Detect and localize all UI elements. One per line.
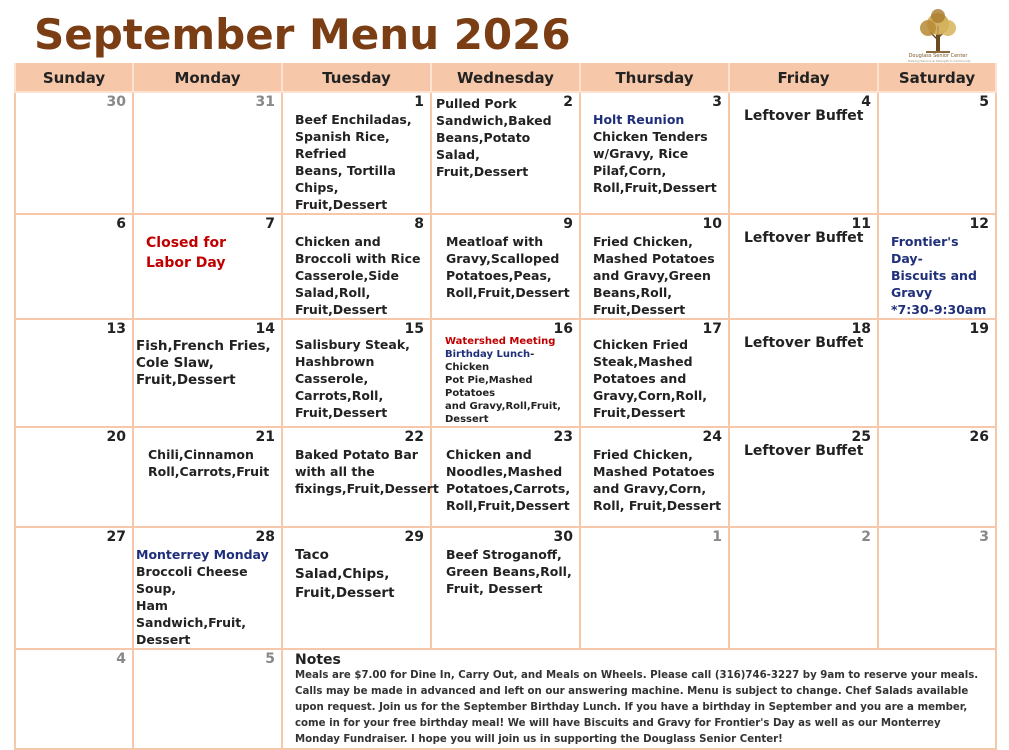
day-cell [431,319,580,427]
day-number: 10 [702,216,722,232]
menu-line: Frontier's Day- [891,234,959,266]
menu-line: Broccoli with Rice [295,251,421,266]
day-cell [580,319,729,427]
day-cell [15,649,133,749]
week-row [15,427,996,527]
menu-item [134,337,281,389]
menu-item [581,232,728,318]
menu-line: Meatloaf with [446,234,544,249]
menu-line: Roll, Fruit,Dessert [593,498,722,513]
day-cell [133,92,282,214]
menu-line: Taco Salad,Chips, [295,547,390,582]
day-number: 2 [861,529,871,545]
day-cell [580,527,729,649]
logo-name: Douglass Senior Center [908,53,968,59]
day-cell [431,92,580,214]
day-cell [15,319,133,427]
menu-line: Fruit,Dessert [593,302,686,317]
menu-line: Baked Potato Bar [295,447,418,462]
menu-line: Casserole,Side [295,268,399,283]
day-cell [133,214,282,319]
day-number: 4 [116,651,126,667]
menu-line: Gravy,Scalloped [446,251,560,266]
menu-line: Fruit,Dessert [295,302,388,317]
menu-line: Sandwich,Baked [436,113,552,128]
day-number: 3 [979,529,989,545]
day-number: 24 [702,429,722,445]
day-number: 14 [255,321,275,337]
week-row [15,214,996,319]
day-cell [580,427,729,527]
menu-line: Chili,Cinnamon [148,447,254,462]
menu-line: Fruit,Dessert [295,405,388,420]
menu-line: Gravy,Corn,Roll, [593,388,708,403]
menu-line: Pulled Pork [436,96,517,111]
day-cell [133,527,282,649]
menu-line: Dessert [136,632,191,647]
menu-item [134,545,281,648]
weekday-header: Friday [729,64,878,93]
menu-item [432,545,579,597]
day-number: 7 [265,216,275,232]
menu-line: Dessert [445,414,489,425]
day-cell [878,214,996,319]
menu-line: and Gravy,Roll,Fruit, [445,401,561,412]
menu-line: fixings,Fruit,Dessert [295,481,439,496]
calendar-table [14,63,997,750]
day-cell [431,427,580,527]
day-number: 18 [851,321,871,337]
day-number: 26 [969,429,989,445]
menu-line: Salad,Roll, [295,285,371,300]
day-number: 27 [106,529,126,545]
menu-line: Potatoes and [593,371,687,386]
menu-line: Biscuits and [891,268,977,283]
weekday-header: Saturday [878,64,996,93]
day-number: 1 [712,529,722,545]
menu-line: Fried Chicken, [593,234,693,249]
event-label: Holt Reunion [593,112,685,127]
menu-line: Potatoes,Peas, [446,268,552,283]
menu-item [730,332,877,353]
day-cell [133,649,282,749]
menu-line: Leftover Buffet [744,335,864,351]
day-number: 9 [563,216,573,232]
menu-line: Beans, Tortilla Chips, [295,163,396,195]
menu-line: Leftover Buffet [744,108,864,124]
day-cell [729,527,878,649]
weekday-header: Monday [133,64,282,93]
logo [908,6,971,63]
menu-line: Steak,Mashed [593,354,693,369]
day-number: 13 [106,321,126,337]
menu-item [432,232,579,301]
day-cell [580,92,729,214]
menu-item [581,335,728,421]
menu-line: Leftover Buffet [744,230,864,246]
menu-line: Mashed Potatoes [593,464,715,479]
day-number: 5 [979,94,989,110]
weekday-header: Thursday [580,64,729,93]
day-number: 21 [255,429,275,445]
menu-item [730,227,877,248]
notes-row [15,649,996,749]
menu-line: Fruit,Dessert [136,372,236,388]
week-row [15,92,996,214]
day-number: 6 [116,216,126,232]
menu-line: Spanish Rice, Refried [295,129,390,161]
menu-line: Pot Pie,Mashed Potatoes [445,375,533,399]
day-number: 28 [255,529,275,545]
notes-panel [282,649,996,749]
day-number: 25 [851,429,871,445]
menu-line: Gravy [891,285,933,300]
day-number: 5 [265,651,275,667]
menu-line: Leftover Buffet [744,443,864,459]
closed-notice [134,232,281,273]
day-number: 22 [404,429,424,445]
day-cell [431,214,580,319]
day-number: 1 [414,94,424,110]
tree-icon [908,6,968,54]
menu-item [283,232,430,318]
event-label: Monterrey Monday [136,547,269,562]
menu-item [134,445,281,480]
day-number: 20 [106,429,126,445]
day-cell [15,427,133,527]
day-cell [282,92,431,214]
event-label: Watershed Meeting [445,336,556,347]
day-cell [729,92,878,214]
menu-line: Fruit,Dessert [295,585,395,601]
day-cell [729,214,878,319]
day-cell [729,427,878,527]
menu-line: Casserole, [295,371,369,386]
page-title: September Menu 2026 [34,10,571,59]
notes-title: Notes [295,652,341,668]
day-cell [580,214,729,319]
weekday-header: Sunday [15,64,133,93]
menu-line: Roll,Fruit,Dessert [593,180,717,195]
day-number: 8 [414,216,424,232]
menu-line: with all the [295,464,375,479]
menu-item [432,334,579,426]
menu-item [283,335,430,421]
day-number: 23 [553,429,573,445]
day-cell [282,527,431,649]
menu-item [283,445,439,497]
menu-item [432,94,579,180]
day-cell [15,92,133,214]
day-number: 16 [553,321,573,337]
day-cell [282,319,431,427]
weekday-header: Wednesday [431,64,580,93]
menu-line: Carrots,Roll, [295,388,384,403]
menu-line: Fruit, Dessert [446,581,543,596]
event-label: Birthday Lunch [445,349,531,360]
menu-line: Chicken Tenders [593,129,708,144]
menu-line: Fish,French Fries, [136,338,271,354]
day-number: 3 [712,94,722,110]
menu-item [283,110,430,213]
menu-line: Noodles,Mashed [446,464,563,479]
week-row [15,319,996,427]
day-cell [878,319,996,427]
menu-line: Mashed Potatoes [593,251,715,266]
menu-line: Closed for [146,235,227,251]
menu-line: Beans,Potato Salad, [436,130,531,162]
menu-line: Hashbrown [295,354,375,369]
menu-line: Cole Slaw, [136,355,214,371]
day-cell [282,214,431,319]
menu-line: Roll,Fruit,Dessert [446,285,570,300]
day-cell [133,427,282,527]
menu-line: Fried Chicken, [593,447,693,462]
menu-line: Fruit,Dessert [436,164,529,179]
weekday-header: Tuesday [282,64,431,93]
day-number: 17 [702,321,722,337]
day-cell [133,319,282,427]
notes-body: Meals are $7.00 for Dine In, Carry Out, and Meals on Wheels. Please call (316)746-3227 by 9am to reserve your meals. Calls may be made in advanced and left on our answering machine. Menu is subject to change. Chef Salads available upon request. Join us for the September Birthday Lunch. If you have a birthday in September and you are a member, come in for your free birthday meal! We will have Biscuits and Gravy for Frontier's Day as well as our Monterrey Monday Fundraiser. I hope you will join us in supporting the Douglass Senior Center! [295,670,979,745]
menu-line: Pilaf,Corn, [593,163,667,178]
day-number: 30 [553,529,573,545]
event-label [879,232,995,318]
menu-item [581,110,728,196]
menu-line: Beef Stroganoff, [446,547,562,562]
menu-line: Chicken and [295,234,381,249]
day-number: 31 [255,94,275,110]
day-cell [431,527,580,649]
logo-tagline: Helping Seniors & Strength in Community [908,59,971,63]
day-cell [282,427,439,527]
menu-item [283,545,430,603]
menu-line: Fruit,Dessert [593,405,686,420]
day-cell [15,527,133,649]
day-number: 11 [851,216,871,232]
day-number: 29 [404,529,424,545]
day-cell [878,427,996,527]
day-number: 12 [969,216,989,232]
day-cell [878,92,996,214]
menu-line: Roll,Fruit,Dessert [446,498,570,513]
day-number: 2 [563,94,573,110]
menu-line: Beans,Roll, [593,285,673,300]
menu-line: Green Beans,Roll, [446,564,572,579]
day-number: 4 [861,94,871,110]
week-row [15,527,996,649]
weekday-header-row [15,64,996,93]
menu-line: and Gravy,Green [593,268,711,283]
menu-line: Labor Day [146,255,226,271]
menu-item [432,445,579,514]
menu-line: Chicken Fried [593,337,689,352]
day-cell [15,214,133,319]
menu-line: and Gravy,Corn, [593,481,707,496]
menu-item [581,445,728,514]
menu-line: Fruit,Dessert [295,197,388,212]
day-number: 30 [106,94,126,110]
menu-line: Broccoli Cheese Soup, [136,564,248,596]
day-number: 15 [404,321,424,337]
menu-line: Roll,Carrots,Fruit [148,464,270,479]
menu-line: Chicken and [446,447,532,462]
menu-line: Potatoes,Carrots, [446,481,571,496]
menu-line: *7:30-9:30am [891,302,987,317]
day-cell [729,319,878,427]
menu-line: w/Gravy, Rice [593,146,689,161]
menu-line: -Chicken [445,349,535,373]
menu-item [730,105,877,126]
menu-line: Ham Sandwich,Fruit, [136,598,246,630]
day-number: 19 [969,321,989,337]
menu-line: Beef Enchiladas, [295,112,412,127]
menu-line: Salisbury Steak, [295,337,410,352]
menu-item [730,440,877,461]
day-cell [878,527,996,649]
